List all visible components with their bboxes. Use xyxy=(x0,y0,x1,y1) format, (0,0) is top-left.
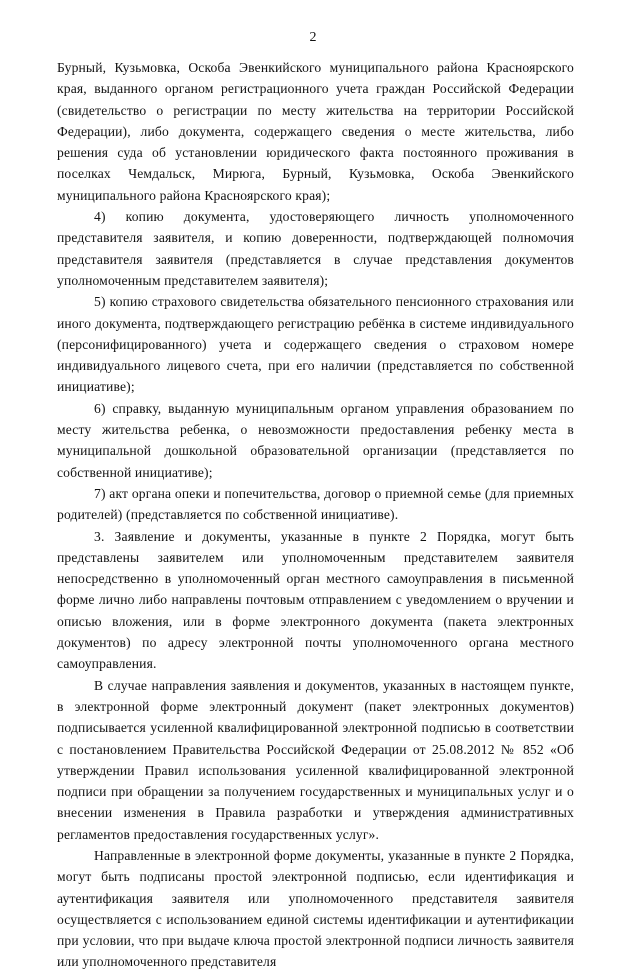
paragraph-item-7: 7) акт органа опеки и попечительства, договор о приемной семье (для приемных родителей) (представляется по собственной инициативе). xyxy=(57,485,574,523)
paragraph-item-5: 5) копию страхового свидетельства обязательного пенсионного страхования или иного документа, подтверждающего регистрацию ребёнка в системе индивидуального (персонифицированного) учета и содержащего сведения о страховом номере индивидуального лицевого счета, при его наличии (представляется по собственной инициативе); xyxy=(57,294,574,395)
paragraph-item-4: 4) копию документа, удостоверяющего личность уполномоченного представителя заявителя, и копию доверенности, подтверждающей полномочия представителя заявителя (представляется в случае представления документов уполномоченным представителем заявителя); xyxy=(57,209,574,288)
page-number: 2 xyxy=(309,30,317,45)
paragraph-simple-signature: Направленные в электронной форме документы, указанные в пункте 2 Порядка, могут быть подписаны простой электронной подписью, если идентификация и аутентификация заявителя или уполномоченного представителя заявителя осуществляется с использованием единой системы идентификации и аутентификации при условии, что при выдаче ключа простой электронной подписи личность заявителя или уполномоченного представителя xyxy=(57,847,574,970)
document-body xyxy=(57,57,574,973)
paragraph-item-6: 6) справку, выданную муниципальным органом управления образованием по месту жительства ребенка, о невозможности предоставления ребенку места в муниципальной дошкольной образовательной организации (представляется по собственной инициативе); xyxy=(57,400,574,480)
paragraph-clause-3: 3. Заявление и документы, указанные в пункте 2 Порядка, могут быть представлены заявителем или уполномоченным представителем заявителя непосредственно в уполномоченный орган местного самоуправления в письменной форме лично либо направлены почтовым отправлением с уведомлением о вручении и описью вложения, или в форме электронного документа (пакета электронных документов) по адресу электронной почты уполномоченного органа местного самоуправления. xyxy=(57,528,574,672)
paragraph-electronic-submission: В случае направления заявления и документов, указанных в настоящем пункте, в электронной форме электронный документ (пакет электронных документов) подписывается усиленной квалифицированной электронной подписью в соответствии с постановлением Правительства Российской Федерации от 25.08.2012 № 852 «Об утверждении Правил использования усиленной квалифицированной электронной подписи при обращении за получением государственных и муниципальных услуг и о внесении изменения в Правила разработки и утверждения административных регламентов предоставления государственных услуг». xyxy=(57,677,574,842)
paragraph-continuation: Бурный, Кузьмовка, Оскоба Эвенкийского муниципального района Красноярского края, выданного органом регистрационного учета граждан Российской Федерации (свидетельство о регистрации по месту жительства на территории Российской Федерации), либо документа, содержащего сведения о месте жительства, либо решения суда об установлении юридического факта постоянного проживания в поселках Чемдальск, Мирюга, Бурный, Кузьмовка, Оскоба Эвенкийского муниципального района Красноярского края); xyxy=(57,60,574,203)
